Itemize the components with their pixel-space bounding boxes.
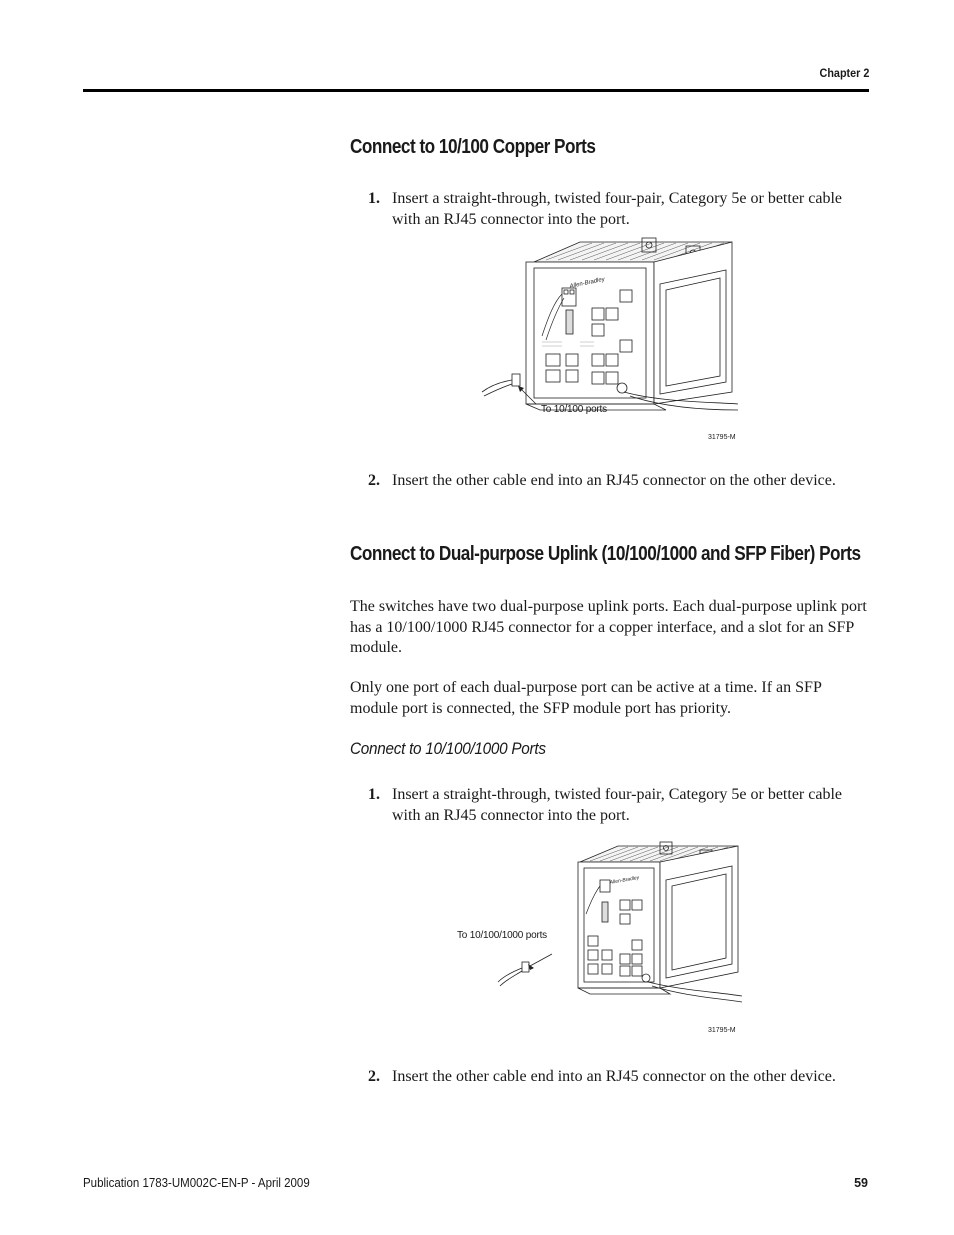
figure-id: 31795-M <box>708 434 736 441</box>
section-heading-copper-ports: Connect to 10/100 Copper Ports <box>350 136 596 158</box>
subheading-10-100-1000: Connect to 10/100/1000 Ports <box>350 739 546 758</box>
chapter-label: Chapter 2 <box>819 66 869 80</box>
svg-text:Allen-Bradley: Allen-Bradley <box>569 276 606 290</box>
step-number: 1. <box>368 786 380 803</box>
step-number: 2. <box>368 472 380 489</box>
step-text: Insert a straight-through, twisted four-pair, Category 5e or better cable with an RJ45 connector into the port. <box>392 786 842 824</box>
step-number: 1. <box>368 190 380 207</box>
step-text: Insert a straight-through, twisted four-pair, Category 5e or better cable with an RJ45 connector into the port. <box>392 190 842 228</box>
figure-id: 31795-M <box>708 1027 736 1034</box>
step-number: 2. <box>368 1068 380 1085</box>
page-number: 59 <box>854 1176 868 1190</box>
figure-callout-10-100-1000: To 10/100/1000 ports <box>457 930 547 941</box>
step-text: Insert the other cable end into an RJ45 connector on the other device. <box>392 1068 836 1085</box>
publication-footer: Publication 1783-UM002C-EN-P - April 2009 <box>83 1176 310 1190</box>
paragraph-dual-purpose-priority: Only one port of each dual-purpose port can be active at a time. If an SFP module port is connected, the SFP module port has priority. <box>350 679 822 717</box>
svg-text:Allen-Bradley: Allen-Bradley <box>609 874 640 886</box>
step-1-copper <box>350 188 870 230</box>
step-2-gigabit <box>350 1066 870 1087</box>
step-1-gigabit <box>350 784 870 826</box>
paragraph-dual-purpose-intro: The switches have two dual-purpose uplink ports. Each dual-purpose uplink port has a 10/100/1000 RJ45 connector for a copper interface, and a slot for an SFP module. <box>350 598 867 656</box>
step-text: Insert the other cable end into an RJ45 connector on the other device. <box>392 472 836 489</box>
section-heading-dual-purpose: Connect to Dual-purpose Uplink (10/100/1000 and SFP Fiber) Ports <box>350 543 861 565</box>
figure-callout-10-100: To 10/100 ports <box>541 404 607 415</box>
header-rule <box>83 89 869 92</box>
switch-figure-10-100-1000 <box>480 840 750 1010</box>
switch-figure-10-100 <box>470 232 770 447</box>
step-2-copper <box>350 470 870 491</box>
